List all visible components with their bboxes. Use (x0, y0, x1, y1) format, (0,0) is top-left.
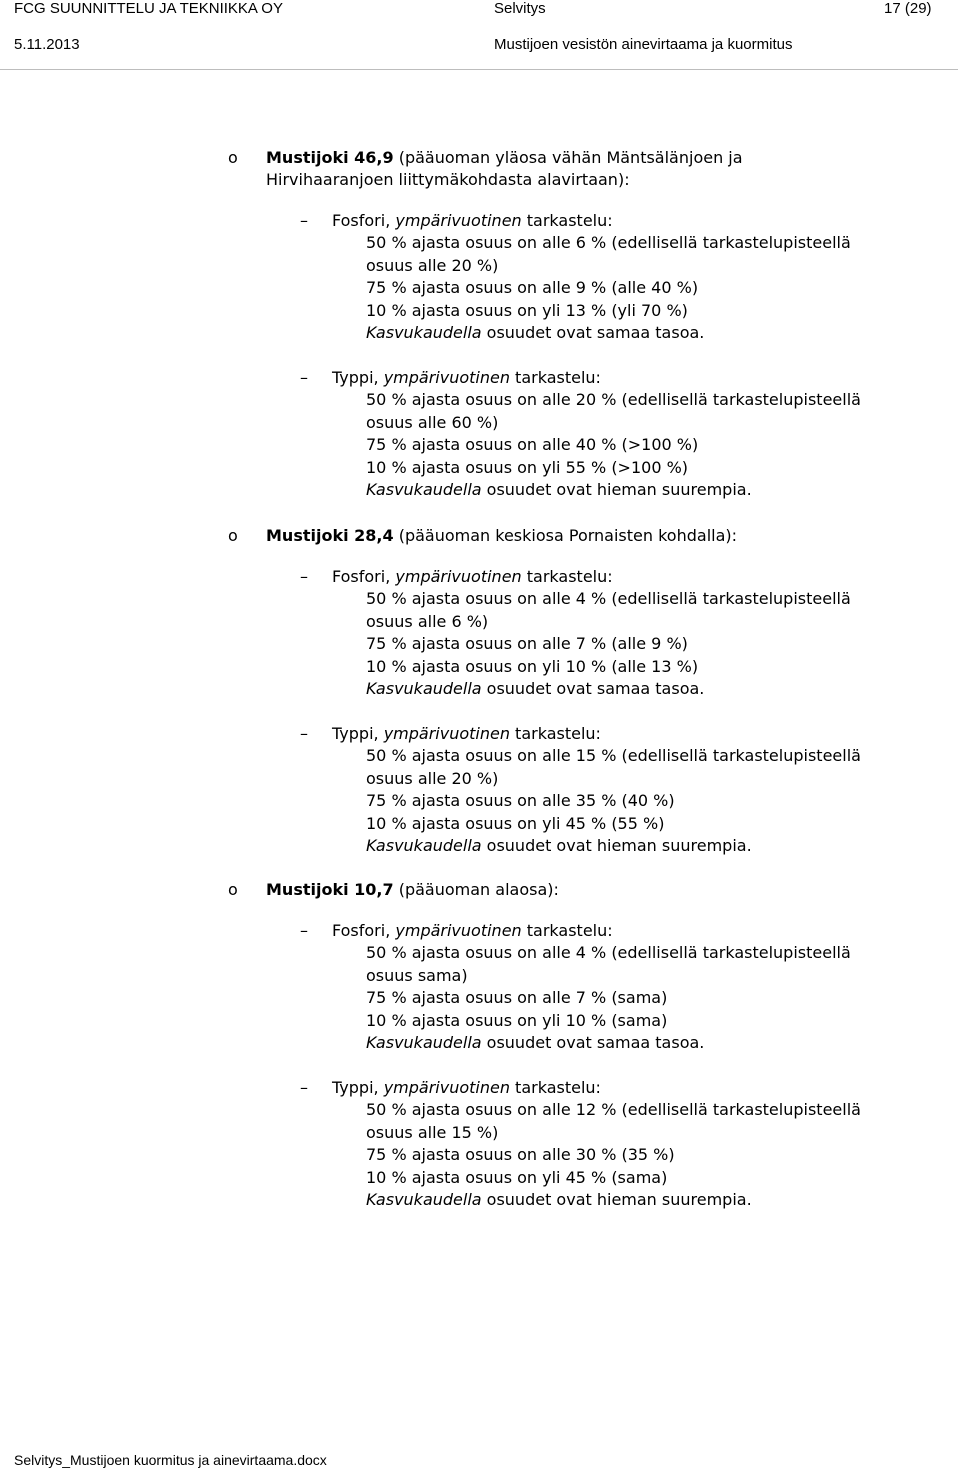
dash-marker: – (300, 921, 308, 940)
text-line: osuus alle 60 %) (366, 412, 499, 432)
text-line: 50 % ajasta osuus on alle 15 % (edellisellä tarkastelupisteellä (366, 746, 861, 766)
season-note: Kasvukaudella osuudet ovat samaa tasoa. (366, 679, 705, 699)
season-note: Kasvukaudella osuudet ovat samaa tasoa. (366, 323, 705, 343)
text-line: 50 % ajasta osuus on alle 4 % (edellisellä tarkastelupisteellä (366, 943, 851, 963)
station-name: Mustijoki 28,4 (266, 526, 394, 545)
text-line: 10 % ajasta osuus on yli 13 % (yli 70 %) (366, 300, 688, 320)
dash-marker: – (300, 1078, 308, 1097)
text-line: 10 % ajasta osuus on yli 45 % (55 %) (366, 813, 665, 833)
text-line: osuus alle 20 %) (366, 768, 499, 788)
text-line: 10 % ajasta osuus on yli 10 % (sama) (366, 1010, 668, 1030)
header-divider (0, 69, 958, 70)
bullet: o (228, 526, 238, 545)
text-line: osuus sama) (366, 965, 468, 985)
dash-marker: – (300, 211, 308, 230)
subsection-lines (366, 389, 956, 501)
subsection-heading: Fosfori, ympärivuotinen tarkastelu: (332, 921, 613, 940)
header-subtitle: Mustijoen vesistön ainevirtaama ja kuormitus (494, 36, 793, 53)
bullet: o (228, 880, 238, 899)
subsection-heading: Typpi, ympärivuotinen tarkastelu: (332, 1078, 601, 1097)
subsection-heading: Fosfori, ympärivuotinen tarkastelu: (332, 567, 613, 586)
season-note: Kasvukaudella osuudet ovat hieman suurempia. (366, 480, 752, 500)
dash-marker: – (300, 724, 308, 743)
text-line: 50 % ajasta osuus on alle 4 % (edellisellä tarkastelupisteellä (366, 589, 851, 609)
subsection-heading: Typpi, ympärivuotinen tarkastelu: (332, 724, 601, 743)
season-note: Kasvukaudella osuudet ovat hieman suurempia. (366, 836, 752, 856)
header-page-number: 17 (29) (884, 0, 932, 17)
subsection-heading: Typpi, ympärivuotinen tarkastelu: (332, 368, 601, 387)
season-note: Kasvukaudella osuudet ovat samaa tasoa. (366, 1033, 705, 1053)
season-note: Kasvukaudella osuudet ovat hieman suurempia. (366, 1190, 752, 1210)
station-description: (pääuoman yläosa vähän Mäntsälänjoen ja (393, 148, 743, 167)
text-line: 10 % ajasta osuus on yli 45 % (sama) (366, 1167, 668, 1187)
text-line: 50 % ajasta osuus on alle 12 % (edellisellä tarkastelupisteellä (366, 1100, 861, 1120)
station-name: Mustijoki 10,7 (266, 880, 394, 899)
section-title (266, 879, 906, 901)
header-date: 5.11.2013 (14, 36, 80, 53)
text-line: 50 % ajasta osuus on alle 20 % (edellisellä tarkastelupisteellä (366, 390, 861, 410)
subsection-heading: Fosfori, ympärivuotinen tarkastelu: (332, 211, 613, 230)
text-line: osuus alle 15 %) (366, 1122, 499, 1142)
station-description: (pääuoman alaosa): (393, 880, 559, 899)
text-line: 75 % ajasta osuus on alle 9 % (alle 40 %) (366, 278, 699, 298)
text-line: 75 % ajasta osuus on alle 40 % (>100 %) (366, 435, 699, 455)
header-doc-type: Selvitys (494, 0, 546, 17)
section-title (266, 525, 906, 547)
footer-filename: Selvitys_Mustijoen kuormitus ja ainevirtaama.docx (14, 1452, 327, 1468)
dash-marker: – (300, 567, 308, 586)
subsection-lines (366, 745, 956, 857)
text-line: osuus alle 6 %) (366, 611, 489, 631)
subsection-lines (366, 232, 956, 344)
text-line: 75 % ajasta osuus on alle 7 % (sama) (366, 988, 668, 1008)
dash-marker: – (300, 368, 308, 387)
station-description-cont: Hirvihaaranjoen liittymäkohdasta alavirtaan): (266, 170, 630, 190)
text-line: 75 % ajasta osuus on alle 35 % (40 %) (366, 791, 675, 811)
subsection-lines (366, 942, 956, 1054)
text-line: 50 % ajasta osuus on alle 6 % (edellisellä tarkastelupisteellä (366, 233, 851, 253)
text-line: 75 % ajasta osuus on alle 7 % (alle 9 %) (366, 634, 688, 654)
text-line: 75 % ajasta osuus on alle 30 % (35 %) (366, 1145, 675, 1165)
text-line: 10 % ajasta osuus on yli 10 % (alle 13 %) (366, 656, 699, 676)
section-title (266, 147, 906, 192)
header-company: FCG SUUNNITTELU JA TEKNIIKKA OY (14, 0, 283, 17)
station-name: Mustijoki 46,9 (266, 148, 394, 167)
station-description: (pääuoman keskiosa Pornaisten kohdalla): (393, 526, 738, 545)
subsection-lines (366, 1099, 956, 1211)
text-line: 10 % ajasta osuus on yli 55 % (>100 %) (366, 457, 689, 477)
bullet: o (228, 148, 238, 167)
text-line: osuus alle 20 %) (366, 255, 499, 275)
subsection-lines (366, 588, 956, 700)
